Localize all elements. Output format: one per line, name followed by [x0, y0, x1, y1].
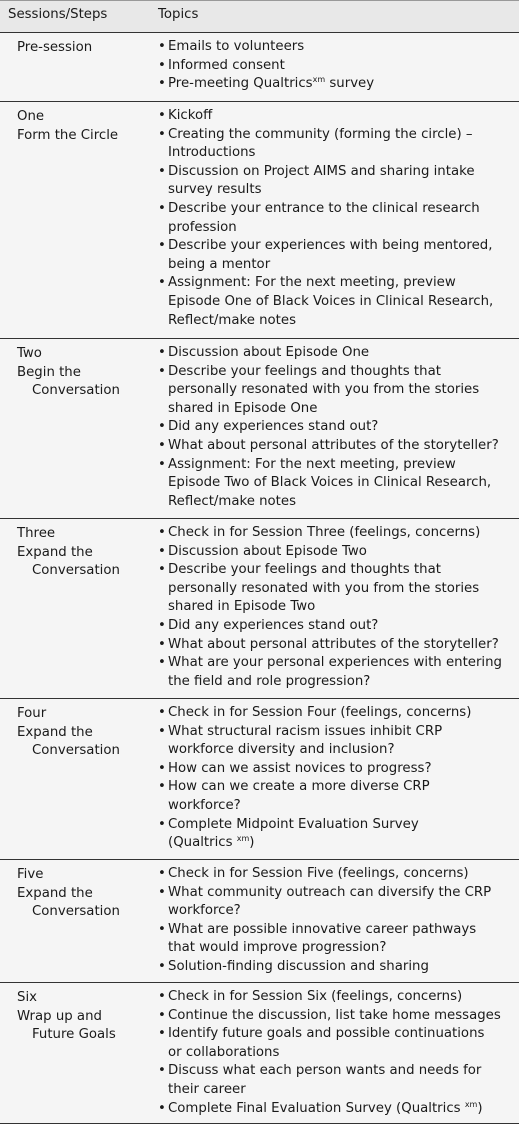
table-row [0, 33, 519, 102]
topic-text: shared in Episode One [168, 400, 318, 416]
table-header [0, 1, 519, 33]
topic-item [158, 418, 517, 437]
topic-item [158, 816, 517, 853]
topic-text: Complete Final Evaluation Survey (Qualtrics [168, 1100, 465, 1116]
topic-item [158, 1062, 517, 1099]
topic-item [158, 561, 517, 617]
topic-text: Informed consent [168, 57, 285, 73]
session-title-line: Conversation [32, 563, 120, 579]
bullet-icon: • [158, 921, 166, 937]
topic-item [158, 75, 517, 94]
topic-item [158, 1025, 517, 1062]
table-row [0, 983, 519, 1124]
bullet-icon: • [158, 884, 166, 900]
bullet-icon: • [158, 275, 166, 291]
topic-text: How can we assist novices to progress? [168, 760, 432, 776]
session-cell [0, 339, 158, 518]
bullet-icon: • [158, 866, 166, 881]
topic-text: being a mentor [168, 256, 271, 272]
session-title-line: Form the Circle [17, 127, 119, 143]
topic-item [158, 274, 517, 330]
bullet-icon: • [158, 200, 166, 216]
session-title-line: Expand the [17, 544, 93, 560]
table-row [0, 102, 519, 339]
session-title-line: Conversation [32, 743, 120, 759]
topic-text: Episode One of Black Voices in Clinical Research, [168, 293, 494, 309]
topic-text: Discussion about Episode Two [168, 543, 367, 559]
topics-cell [158, 102, 519, 338]
session-title-line: Wrap up and [17, 1008, 102, 1024]
topic-text: Introductions [168, 145, 256, 161]
topic-item [158, 126, 517, 163]
topic-text: What community outreach can diversify the CRP [168, 884, 492, 900]
header-sessions-steps: Sessions/Steps [8, 7, 108, 22]
topic-text: What about personal attributes of the storyteller? [168, 636, 499, 652]
bullet-icon: • [158, 126, 166, 142]
topics-list [158, 344, 517, 511]
topic-text: Did any experiences stand out? [168, 419, 379, 435]
topic-text: survey [325, 76, 375, 92]
topic-item [158, 200, 517, 237]
topics-list [158, 865, 517, 977]
topic-text: Check in for Session Four (feelings, concerns) [168, 705, 472, 720]
topic-text: Describe your feelings and thoughts that [168, 363, 441, 379]
topics-list [158, 107, 517, 330]
session-number: Six [17, 990, 38, 1005]
session-cell [0, 519, 158, 698]
bullet-icon: • [158, 419, 166, 435]
topic-text: that would improve progression? [168, 940, 387, 956]
bullet-icon: • [158, 76, 166, 92]
topic-item [158, 865, 517, 884]
topic-text: Describe your experiences with being mentored, [168, 238, 493, 254]
topic-text: their career [168, 1081, 246, 1097]
session-cell [0, 699, 158, 859]
trademark-superscript: xm [312, 75, 326, 85]
session-number: Two [17, 346, 42, 361]
topics-list [158, 988, 517, 1118]
topic-text: How can we create a more diverse CRP [168, 779, 430, 795]
session-number: Four [17, 706, 47, 721]
topics-cell [158, 339, 519, 518]
bullet-icon: • [158, 238, 166, 254]
topic-text: Check in for Session Three (feelings, concerns) [168, 525, 481, 540]
session-cell [0, 102, 158, 338]
topic-item [158, 163, 517, 200]
bullet-icon: • [158, 345, 166, 360]
topic-item [158, 1007, 517, 1026]
bullet-icon: • [158, 363, 166, 379]
topic-item [158, 988, 517, 1007]
topic-text: workforce? [168, 797, 241, 813]
bullet-icon: • [158, 525, 166, 540]
topic-text: What are your personal experiences with entering [168, 655, 502, 671]
topic-text: Emails to volunteers [168, 39, 305, 54]
topic-item [158, 1100, 517, 1119]
topic-item [158, 437, 517, 456]
table-body [0, 33, 519, 1124]
bullet-icon: • [158, 723, 166, 739]
bullet-icon: • [158, 437, 166, 453]
session-number: Three [17, 526, 56, 541]
table-row [0, 860, 519, 983]
topic-text: workforce? [168, 903, 241, 919]
bullet-icon: • [158, 1026, 166, 1042]
topics-list [158, 524, 517, 691]
topic-text: shared in Episode Two [168, 599, 316, 615]
trademark-superscript: xm [236, 834, 250, 844]
topic-text: What structural racism issues inhibit CRP [168, 723, 443, 739]
topic-text: Did any experiences stand out? [168, 617, 379, 633]
topic-text: Reflect/make notes [168, 312, 297, 328]
bullet-icon: • [158, 543, 166, 559]
bullet-icon: • [158, 456, 166, 472]
topic-item [158, 760, 517, 779]
topic-item [158, 38, 517, 57]
session-cell [0, 983, 158, 1123]
topic-item [158, 958, 517, 977]
topic-item [158, 778, 517, 815]
bullet-icon: • [158, 705, 166, 720]
topic-item [158, 704, 517, 723]
topic-text: Describe your entrance to the clinical research [168, 200, 480, 216]
bullet-icon: • [158, 617, 166, 633]
session-cell [0, 860, 158, 982]
topic-item [158, 344, 517, 363]
topic-text: or collaborations [168, 1044, 280, 1060]
bullet-icon: • [158, 816, 166, 832]
bullet-icon: • [158, 163, 166, 179]
topics-cell [158, 699, 519, 859]
topic-text: Discussion about Episode One [168, 345, 370, 360]
bullet-icon: • [158, 760, 166, 776]
topic-text: the field and role progression? [168, 673, 371, 689]
session-title-line: Conversation [32, 904, 120, 920]
topic-text: personally resonated with you from the stories [168, 580, 480, 596]
bullet-icon: • [158, 108, 166, 123]
session-title-line: Expand the [17, 885, 93, 901]
topic-text: ) [249, 835, 255, 851]
bullet-icon: • [158, 1063, 166, 1079]
session-title-line: Future Goals [32, 1027, 116, 1043]
topic-text: Assignment: For the next meeting, preview [168, 456, 456, 472]
table-row [0, 339, 519, 519]
topic-text: Discuss what each person wants and needs for [168, 1063, 482, 1079]
topic-text: Complete Midpoint Evaluation Survey [168, 816, 419, 832]
topic-text: Pre-meeting Qualtrics [168, 76, 313, 92]
topic-item [158, 884, 517, 921]
session-number: One [17, 109, 45, 124]
topic-text: (Qualtrics [168, 835, 237, 851]
topic-item [158, 921, 517, 958]
session-number: Pre-session [17, 40, 93, 55]
topic-item [158, 57, 517, 76]
bullet-icon: • [158, 655, 166, 671]
bullet-icon: • [158, 57, 166, 73]
topic-text: personally resonated with you from the stories [168, 382, 480, 398]
session-title-line: Conversation [32, 383, 120, 399]
topic-item [158, 107, 517, 126]
topic-item [158, 654, 517, 691]
topic-text: Kickoff [168, 108, 213, 123]
topic-text: survey results [168, 182, 262, 198]
topic-text: ) [477, 1100, 483, 1116]
bullet-icon: • [158, 958, 166, 974]
bullet-icon: • [158, 779, 166, 795]
topic-item [158, 237, 517, 274]
topic-item [158, 456, 517, 512]
topic-text: Discussion on Project AIMS and sharing intake [168, 163, 475, 179]
topic-text: Reflect/make notes [168, 493, 297, 509]
bullet-icon: • [158, 39, 166, 54]
topic-text: Check in for Session Six (feelings, concerns) [168, 989, 463, 1004]
topics-list [158, 704, 517, 853]
topic-item [158, 524, 517, 543]
session-title-line: Begin the [17, 364, 81, 380]
session-title-line: Expand the [17, 724, 93, 740]
topic-text: Creating the community (forming the circle) – [168, 126, 473, 142]
topic-item [158, 543, 517, 562]
topic-text: Assignment: For the next meeting, preview [168, 275, 456, 291]
topics-cell [158, 983, 519, 1123]
table-row [0, 519, 519, 699]
session-cell [0, 33, 158, 101]
bullet-icon: • [158, 636, 166, 652]
topic-item [158, 363, 517, 419]
topic-item [158, 636, 517, 655]
topic-text: Identify future goals and possible continuations [168, 1026, 485, 1042]
header-topics: Topics [158, 7, 199, 22]
topic-text: profession [168, 219, 237, 235]
topic-text: Check in for Session Five (feelings, concerns) [168, 866, 469, 881]
topic-text: Episode Two of Black Voices in Clinical Research, [168, 475, 492, 491]
topic-text: Describe your feelings and thoughts that [168, 562, 441, 578]
topic-text: Solution-finding discussion and sharing [168, 958, 429, 974]
bullet-icon: • [158, 989, 166, 1004]
topic-item [158, 723, 517, 760]
topic-text: workforce diversity and inclusion? [168, 742, 395, 758]
topic-text: Continue the discussion, list take home messages [168, 1007, 501, 1023]
topic-text: What about personal attributes of the storyteller? [168, 437, 499, 453]
topics-cell [158, 33, 519, 101]
topics-cell [158, 519, 519, 698]
session-number: Five [17, 867, 44, 882]
topics-list [158, 38, 517, 94]
trademark-superscript: xm [464, 1099, 478, 1109]
bullet-icon: • [158, 1007, 166, 1023]
topic-item [158, 617, 517, 636]
bullet-icon: • [158, 562, 166, 578]
topics-cell [158, 860, 519, 982]
table-row [0, 699, 519, 860]
bullet-icon: • [158, 1100, 166, 1116]
topic-text: What are possible innovative career pathways [168, 921, 477, 937]
